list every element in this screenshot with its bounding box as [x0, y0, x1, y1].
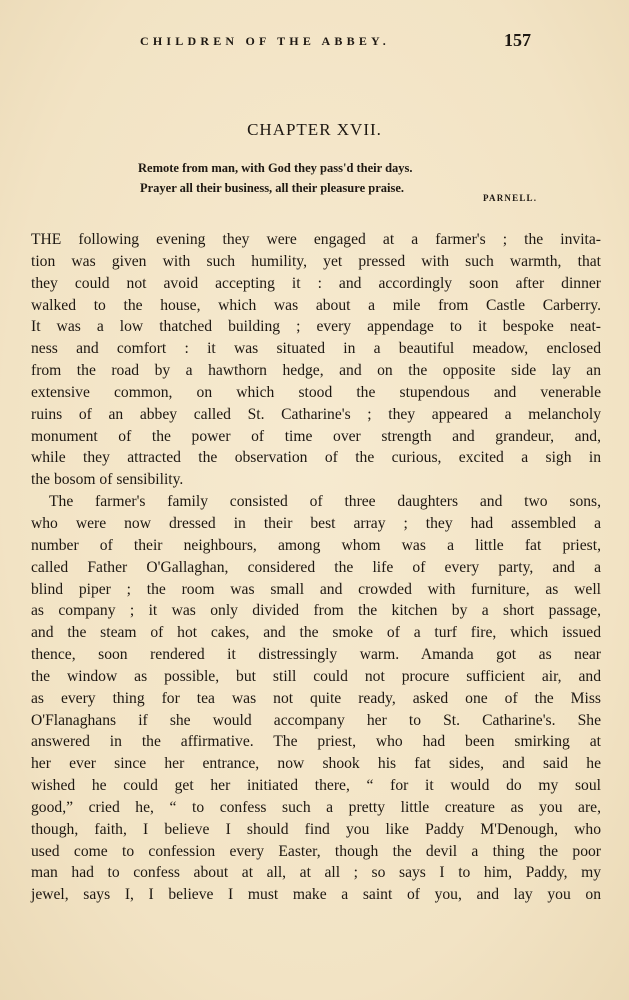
- chapter-title: CHAPTER XVII.: [247, 120, 382, 139]
- text-line: monument of the power of time over strength and grandeur, and,: [31, 427, 601, 445]
- epigraph-line: Remote from man, with God they pass'd their days.: [138, 161, 413, 175]
- text-line: thence, soon rendered it distressingly warm. Amanda got as near: [31, 646, 601, 664]
- text-line: who were now dressed in their best array ; they had assembled a: [31, 514, 601, 532]
- running-head: CHILDREN OF THE ABBEY.: [140, 34, 390, 48]
- text-line: number of their neighbours, among whom was a little fat priest,: [31, 536, 601, 554]
- text-line: walked to the house, which was about a mile from Castle Carberry.: [31, 296, 601, 314]
- text-line: good,” cried he, “ to confess such a pretty little creature as you are,: [31, 798, 601, 816]
- text-line: as every thing for tea was not quite ready, asked one of the Miss: [31, 689, 601, 707]
- text-line: the window as possible, but still could not procure sufficient air, and: [31, 667, 601, 685]
- text-line: though, faith, I believe I should find you like Paddy M'Denough, who: [31, 820, 601, 838]
- text-line: man had to confess about at all, at all ; so says I to him, Paddy, my: [31, 864, 601, 882]
- text-line: The farmer's family consisted of three daughters and two sons,: [49, 493, 601, 511]
- page-number: 157: [504, 30, 531, 50]
- text-line: the bosom of sensibility.: [31, 471, 184, 489]
- text-line: It was a low thatched building ; every appendage to it bespoke neat-: [31, 318, 601, 336]
- text-line: her ever since her entrance, now shook his fat sides, and said he: [31, 755, 601, 773]
- body-text: [31, 229, 601, 906]
- text-line: blind piper ; the room was small and crowded with furniture, as well: [31, 580, 601, 598]
- text-line: from the road by a hawthorn hedge, and on the opposite side lay an: [31, 362, 601, 380]
- text-line: ness and comfort : it was situated in a beautiful meadow, enclosed: [31, 340, 601, 358]
- text-line: answered in the affirmative. The priest, who had been smirking at: [31, 733, 601, 751]
- text-line: they could not avoid accepting it : and accordingly soon after dinner: [31, 274, 601, 292]
- epigraph-attribution: PARNELL.: [483, 193, 538, 203]
- epigraph: [138, 158, 498, 198]
- text-line: O'Flanaghans if she would accompany her to St. Catharine's. She: [31, 711, 601, 729]
- text-line: THE following evening they were engaged at a farmer's ; the invita-: [31, 231, 601, 248]
- text-line: used come to confession every Easter, though the devil a thing the poor: [31, 842, 601, 860]
- text-line: called Father O'Gallaghan, considered the life of every party, and a: [31, 558, 601, 576]
- text-line: extensive common, on which stood the stupendous and venerable: [31, 383, 601, 401]
- text-line: jewel, says I, I believe I must make a saint of you, and lay you on: [31, 886, 601, 904]
- text-line: tion was given with such humility, yet pressed with such warmth, that: [31, 252, 601, 270]
- text-line: wished he could get her initiated there, “ for it would do my soul: [31, 777, 601, 795]
- epigraph-line: Prayer all their business, all their pleasure praise.: [140, 181, 405, 195]
- text-line: ruins of an abbey called St. Catharine's ; they appeared a melancholy: [31, 405, 601, 423]
- text-line: as company ; it was only divided from the kitchen by a short passage,: [31, 602, 601, 620]
- text-line: and the steam of hot cakes, and the smoke of a turf fire, which issued: [31, 624, 601, 642]
- text-line: while they attracted the observation of the curious, excited a sigh in: [31, 449, 601, 467]
